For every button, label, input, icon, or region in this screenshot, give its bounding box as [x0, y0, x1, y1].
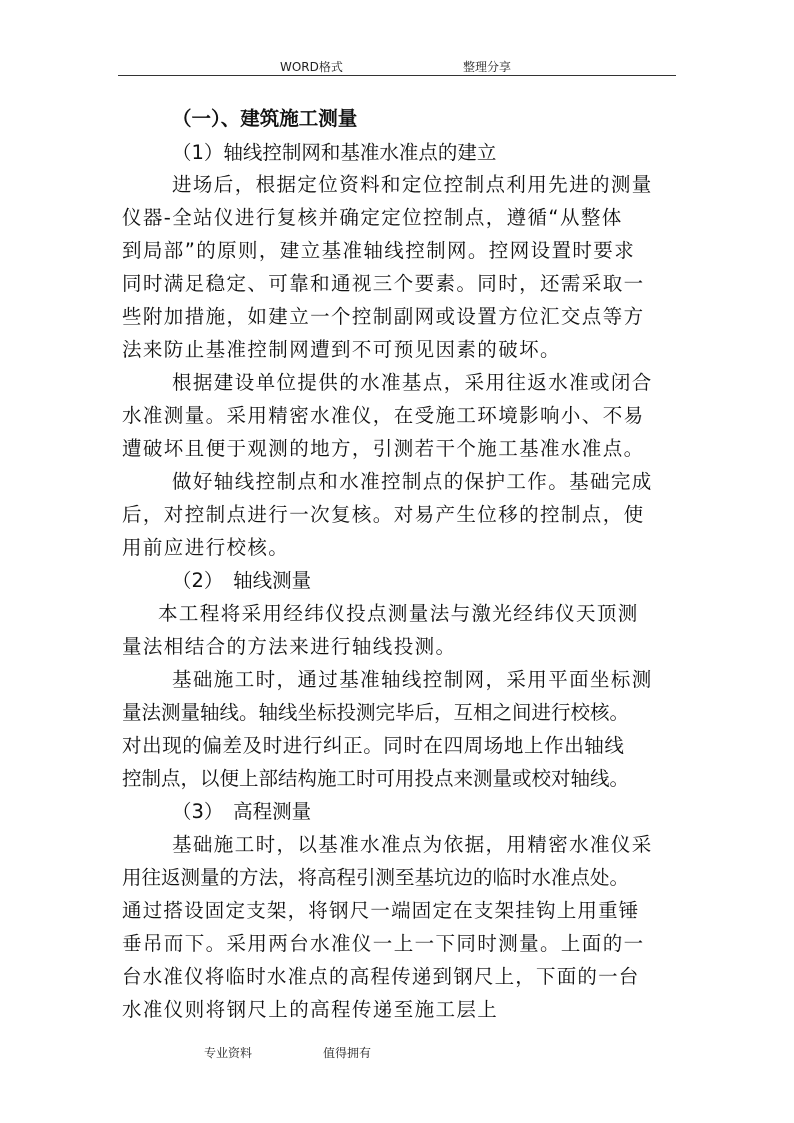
- paragraph-line: 基础施工时，以基准水准点为依据，用精密水准仪采: [172, 833, 653, 856]
- paragraph-line: 控制点，以便上部结构施工时可用投点来测量或校对轴线。: [122, 767, 630, 790]
- paragraph-line: 通过搭设固定支架，将钢尺一端固定在支架挂钩上用重锤: [122, 899, 640, 922]
- paragraph-line: 同时满足稳定、可靠和通视三个要素。同时，还需采取一: [122, 272, 645, 295]
- paragraph-line: 法来防止基准控制网遭到不可预见因素的破坏。: [122, 338, 561, 361]
- paragraph-line: 做好轴线控制点和水准控制点的保护工作。基础完成: [172, 470, 653, 493]
- paragraph-line: 垂吊而下。采用两台水准仪一上一下同时测量。上面的一: [122, 932, 645, 955]
- paragraph-line: 对出现的偏差及时进行纠正。同时在四周场地上作出轴线: [122, 734, 625, 757]
- header-rule: [118, 75, 676, 76]
- paragraph-line: 本工程将采用经纬仪投点测量法与激光经纬仪天顶测: [158, 602, 639, 625]
- page-header-left: WORD格式: [280, 60, 343, 74]
- section-title: （一）、建筑施工测量: [172, 107, 358, 130]
- paragraph-line: 量法测量轴线。轴线坐标投测完毕后，互相之间进行校核。: [122, 701, 630, 724]
- paragraph-line: 用往返测量的方法，将高程引测至基坑边的临时水准点处。: [122, 866, 630, 889]
- paragraph-line: 仪器-全站仪进行复核并确定定位控制点，遵循“从整体: [122, 206, 623, 229]
- page-header-right: 整理分享: [463, 60, 512, 74]
- paragraph-line: 量法相结合的方法来进行轴线投测。: [122, 635, 457, 658]
- subsection-heading: （3） 高程测量: [172, 800, 312, 823]
- paragraph-line: 遭破坏且便于观测的地方，引测若干个施工基准水准点。: [122, 437, 645, 460]
- paragraph-line: 台水准仪将临时水准点的高程传递到钢尺上，下面的一台: [122, 965, 640, 988]
- paragraph-line: 进场后，根据定位资料和定位控制点利用先进的测量: [172, 173, 653, 196]
- paragraph-line: 水准仪则将钢尺上的高程传递至施工层上: [122, 998, 499, 1021]
- subsection-heading: （2） 轴线测量: [172, 569, 312, 592]
- paragraph-line: 水准测量。采用精密水准仪，在受施工环境影响小、不易: [122, 404, 645, 427]
- paragraph-line: 根据建设单位提供的水准基点，采用往返水准或闭合: [172, 371, 653, 394]
- paragraph-line: 基础施工时，通过基准轴线控制网，采用平面坐标测: [172, 668, 653, 691]
- subsection-heading: （1）轴线控制网和基准水准点的建立: [172, 141, 497, 164]
- paragraph-line: 些附加措施，如建立一个控制副网或设置方位汇交点等方: [122, 305, 645, 328]
- paragraph-line: 到局部”的原则，建立基准轴线控制网。控网设置时要求: [122, 239, 636, 262]
- page-footer-right: 值得拥有: [323, 1046, 372, 1060]
- paragraph-line: 用前应进行校核。: [122, 536, 290, 559]
- paragraph-line: 后，对控制点进行一次复核。对易产生位移的控制点，使: [122, 503, 645, 526]
- page-footer-left: 专业资料: [204, 1046, 253, 1060]
